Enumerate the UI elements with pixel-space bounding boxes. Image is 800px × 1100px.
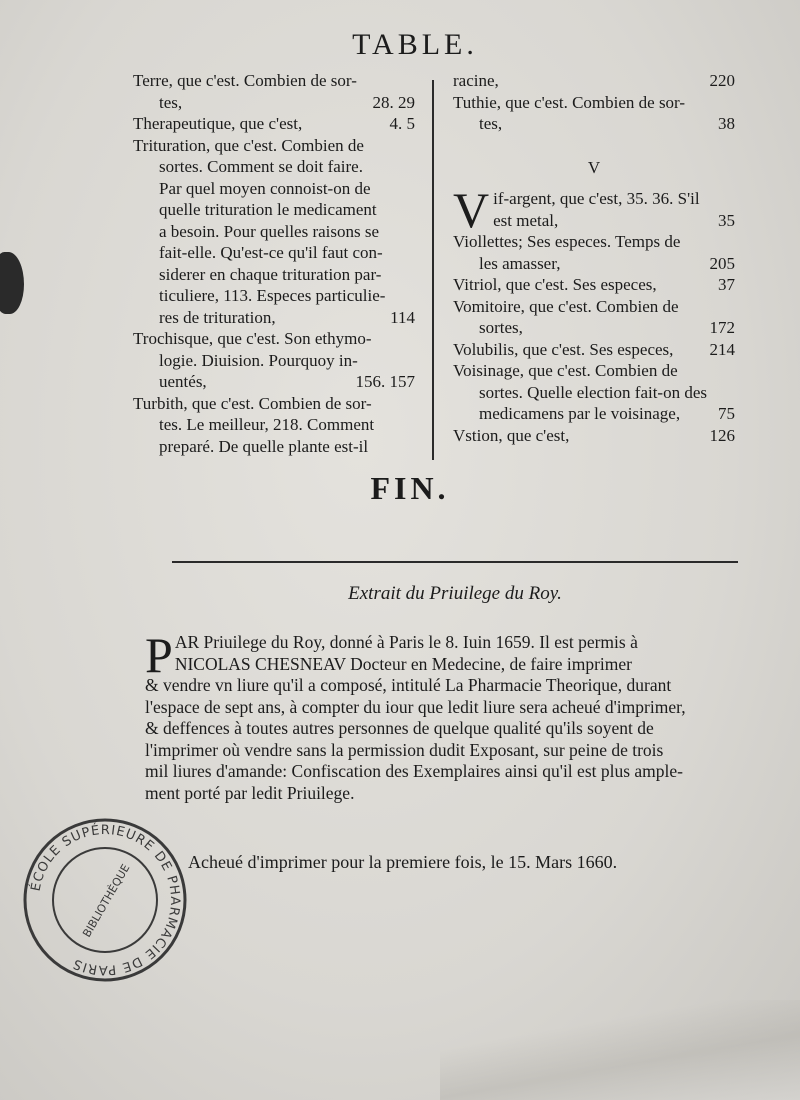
index-entry-text: if-argent, que c'est, 35. 36. S'il bbox=[493, 189, 700, 208]
index-entry-line bbox=[133, 350, 415, 372]
index-entry-text: Par quel moyen connoist-on de bbox=[159, 178, 371, 198]
index-entry bbox=[453, 296, 735, 339]
index-entry-line bbox=[453, 274, 735, 296]
page-reference: 220 bbox=[709, 71, 735, 90]
index-entry-text: Terre, que c'est. Combien de sor- bbox=[133, 71, 357, 90]
index-entry bbox=[133, 70, 415, 113]
library-stamp bbox=[20, 815, 190, 985]
index-entry-line bbox=[133, 113, 415, 135]
index-entry-line bbox=[133, 70, 415, 92]
index-entry-line bbox=[453, 360, 735, 382]
page-reference: 35 bbox=[718, 210, 735, 230]
fin-heading: FIN. bbox=[370, 470, 450, 506]
index-entry-text: Viollettes; Ses especes. Temps de bbox=[453, 232, 681, 251]
index-entry-text: Tuthie, que c'est. Combien de sor- bbox=[453, 92, 686, 112]
index-entry-text: Trochisque, que c'est. Son ethymo- bbox=[133, 329, 372, 348]
privilege-line: & deffences à toutes autres personnes de quelque qualité qu'ils soyent de bbox=[145, 718, 654, 738]
index-entry-text: sortes, bbox=[479, 318, 523, 337]
stamp-outer-text: ÉCOLE SUPÉRIEURE DE PHARMACIE DE PARIS bbox=[28, 822, 183, 978]
page-reference: 4. 5 bbox=[389, 114, 415, 133]
index-entry-text: Trituration, que c'est. Combien de bbox=[133, 135, 364, 155]
index-entry-text: medicamens par le voisinage, bbox=[479, 404, 681, 423]
index-entry-line bbox=[133, 92, 415, 114]
index-entry-text: Vstion, que c'est, bbox=[453, 425, 570, 445]
index-entry-line bbox=[133, 199, 415, 221]
index-entry bbox=[133, 135, 415, 329]
ink-blot bbox=[0, 252, 24, 314]
index-entry-line bbox=[133, 307, 415, 329]
index-entry-text: Vomitoire, que c'est. Combien de bbox=[453, 296, 679, 316]
page-reference: 172 bbox=[709, 318, 735, 337]
index-entry-text: est metal, bbox=[493, 210, 559, 230]
index-entry-text: sortes. Quelle election fait-on des bbox=[479, 382, 708, 402]
page-reference: 114 bbox=[390, 307, 415, 327]
page-reference: 37 bbox=[718, 275, 735, 294]
index-entry bbox=[453, 274, 735, 296]
page-reference: 75 bbox=[718, 404, 735, 423]
index-entry bbox=[453, 231, 735, 274]
column-divider bbox=[432, 80, 434, 460]
index-entry-text: Vitriol, que c'est. Ses especes, bbox=[453, 275, 657, 294]
index-entry-line bbox=[133, 156, 415, 178]
privilege-dropcap: P bbox=[145, 627, 173, 683]
privilege-line: ment porté par ledit Priuilege. bbox=[145, 782, 355, 803]
index-entry-text: uentés, bbox=[159, 372, 207, 391]
horizontal-rule bbox=[172, 561, 738, 563]
privilege-line: mil liures d'amande: Confiscation des Exemplaires ainsi qu'il est plus ample- bbox=[145, 761, 683, 781]
index-entry bbox=[453, 70, 735, 92]
page-reference: 214 bbox=[709, 339, 735, 359]
privilege-line: & vendre vn liure qu'il a composé, intitulé La Pharmacie Theorique, durant bbox=[145, 675, 672, 695]
page-reference: 28. 29 bbox=[372, 92, 415, 112]
index-entry-text: a besoin. Pour quelles raisons se bbox=[159, 221, 380, 241]
index-entry-text: tes. Le meilleur, 218. Comment bbox=[159, 415, 375, 434]
index-entry-line bbox=[133, 242, 415, 264]
index-entry-line bbox=[133, 285, 415, 307]
index-entry-text: Voisinage, que c'est. Combien de bbox=[453, 361, 678, 380]
privilege-line: l'espace de sept ans, à compter du iour que ledit liure sera acheué d'imprimer, bbox=[145, 696, 686, 717]
index-entry-line bbox=[453, 253, 735, 275]
index-entry bbox=[453, 92, 735, 135]
index-entry bbox=[453, 425, 735, 447]
index-entry-text: tes, bbox=[479, 114, 503, 133]
index-entry-text: sortes. Comment se doit faire. bbox=[159, 157, 363, 176]
index-entry-line bbox=[453, 339, 735, 361]
index-entry-line bbox=[453, 296, 735, 318]
index-entry-line bbox=[133, 436, 415, 458]
index-entry-line bbox=[453, 403, 735, 425]
index-entry-text: res de trituration, bbox=[159, 307, 276, 327]
index-entry-text: Therapeutique, que c'est, bbox=[133, 114, 303, 133]
paper-crease bbox=[440, 1000, 800, 1100]
privilege-line: NICOLAS CHESNEAV Docteur en Medecine, de faire imprimer bbox=[174, 653, 632, 674]
index-entry-line bbox=[453, 70, 735, 92]
index-entry-line bbox=[133, 178, 415, 200]
index-entry-line bbox=[453, 210, 735, 232]
index-entries-v bbox=[453, 182, 735, 446]
index-entries-t-continued bbox=[453, 70, 735, 135]
index-entry-line bbox=[453, 231, 735, 253]
index-entry-line bbox=[453, 317, 735, 339]
section-letter: V bbox=[587, 157, 601, 177]
index-entry bbox=[133, 393, 415, 458]
index-entry-text: fait-elle. Qu'est-ce qu'il faut con- bbox=[159, 243, 383, 262]
index-entry-text: Turbith, que c'est. Combien de sor- bbox=[133, 393, 372, 413]
page-reference: 205 bbox=[709, 253, 735, 273]
index-entry-text: siderer en chaque trituration par- bbox=[159, 264, 382, 284]
page-title: TABLE. bbox=[352, 28, 478, 61]
index-entry-text: tes, bbox=[159, 92, 183, 112]
stamp-center-text: BIBLIOTHÈQUE bbox=[80, 862, 133, 940]
printing-completion-note: Acheué d'imprimer pour la premiere fois, le 15. Mars 1660. bbox=[188, 852, 618, 872]
index-entry-line bbox=[453, 92, 735, 114]
index-entry bbox=[453, 339, 735, 361]
index-entry-text: ticuliere, 113. Especes particulie- bbox=[159, 286, 386, 305]
index-entry-line bbox=[453, 425, 735, 447]
index-entry-line bbox=[133, 264, 415, 286]
index-entry-line bbox=[133, 371, 415, 393]
index-entry-line bbox=[453, 382, 735, 404]
page-reference: 156. 157 bbox=[355, 372, 415, 391]
privilege-title: Extrait du Priuilege du Roy. bbox=[348, 583, 562, 604]
index-column-right bbox=[453, 70, 735, 446]
index-entry-text: racine, bbox=[453, 71, 499, 90]
index-entry bbox=[133, 328, 415, 393]
privilege-line: AR Priuilege du Roy, donné à Paris le 8. Iuin 1659. Il est permis à bbox=[174, 632, 638, 652]
index-entry-line bbox=[453, 188, 735, 210]
index-entry-text: quelle trituration le medicament bbox=[159, 200, 377, 219]
section-dropcap: V bbox=[453, 182, 490, 238]
index-entry-line bbox=[453, 113, 735, 135]
page-reference: 126 bbox=[709, 425, 735, 445]
privilege-text bbox=[145, 627, 750, 804]
index-entry-line bbox=[133, 328, 415, 350]
index-entry-text: les amasser, bbox=[479, 253, 561, 273]
index-entry-text: preparé. De quelle plante est-il bbox=[159, 436, 369, 456]
index-entry bbox=[133, 113, 415, 135]
index-entry-line bbox=[133, 414, 415, 436]
privilege-line: l'imprimer où vendre sans la permission dudit Exposant, sur peine de trois bbox=[145, 739, 664, 760]
index-column-left bbox=[133, 70, 415, 457]
index-entry-line bbox=[133, 221, 415, 243]
index-entry-line bbox=[133, 393, 415, 415]
index-entry bbox=[453, 360, 735, 425]
index-entry-line bbox=[133, 135, 415, 157]
page-reference: 38 bbox=[718, 114, 735, 133]
index-entry-text: Volubilis, que c'est. Ses especes, bbox=[453, 339, 674, 359]
index-entry bbox=[453, 182, 735, 238]
index-entry-text: logie. Diuision. Pourquoy in- bbox=[159, 350, 358, 370]
